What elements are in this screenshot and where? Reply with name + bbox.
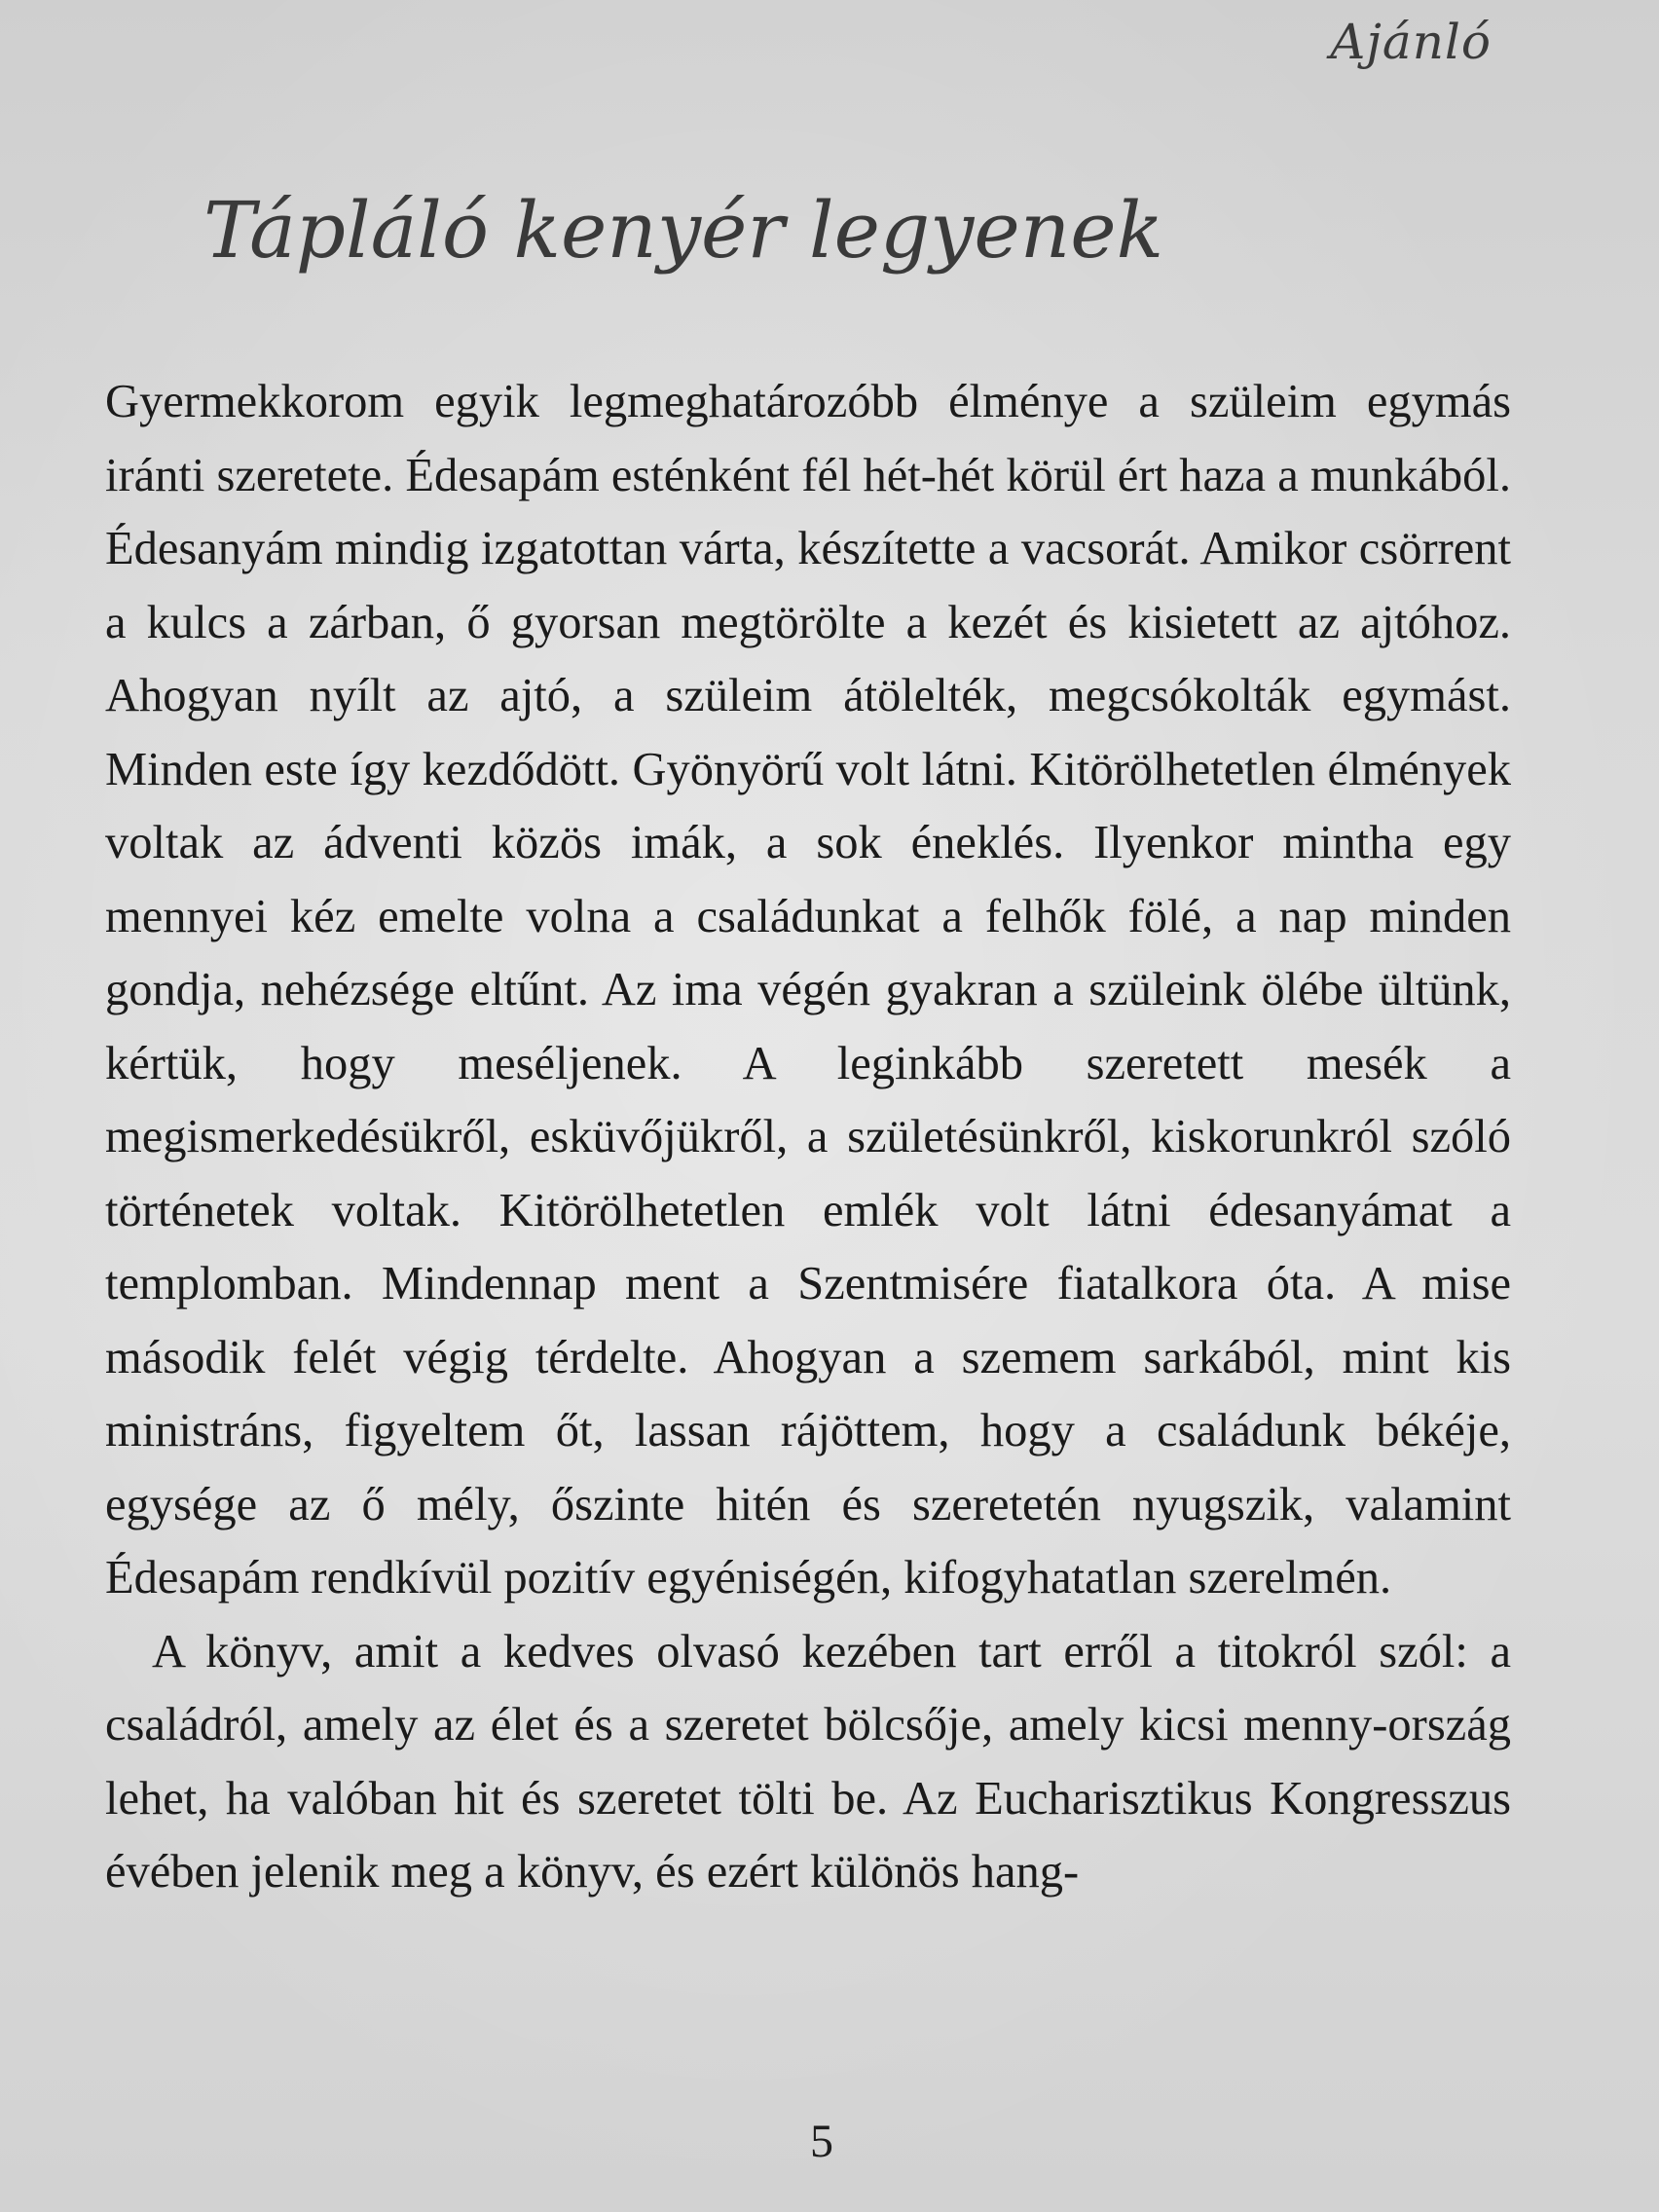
paragraph-1: Gyermekkorom egyik legmeghatározóbb élménye a szüleim egymás iránti szeretete. Édesapám esténként fél hét-hét körül ért haza a munkából. Édesanyám mindig izgatottan várta, készítette a vacsorát. Amikor csörrent a kulcs a zárban, ő gyorsan megtörölte a kezét és kisietett az ajtóhoz. Ahogyan nyílt az ajtó, a szüleim átölelték, megcsókolták egymást. Minden este így kezdődött. Gyönyörű volt látni. Kitörölhetetlen élmények voltak az ádventi közös imák, a sok éneklés. Ilyenkor mintha egy mennyei kéz emelte volna a családunkat a felhők fölé, a nap minden gondja, nehézsége eltűnt. Az ima végén gyakran a szüleink ölébe ültünk, kértük, hogy meséljenek. A leginkább szeretett mesék a megismerkedésükről, esküvőjükről, a születésünkről, kiskorunkról szóló történetek voltak. Kitörölhetetlen emlék volt látni édesanyámat a templomban. Mindennap ment a Szentmisére fiatalkora óta. A mise második felét végig térdelte. Ahogyan a szemem sarkából, mint kis ministráns, figyeltem őt, lassan rájöttem, hogy a családunk békéje, egysége az ő mély, őszinte hitén és szeretetén nyugszik, valamint Édesapám rendkívül pozitív egyéniségén, kifogyhatatlan szerelmén.: [105, 376, 1511, 1604]
paragraph-2: A könyv, amit a kedves olvasó kezében tart erről a titokról szól: a családról, amely az élet és a szeretet bölcsője, amely kicsi menny-ország lehet, ha valóban hit és szeretet tölti be. Az Eucharisztikus Kongresszus évében jelenik meg a könyv, és ezért különös hang-: [105, 1625, 1511, 1898]
chapter-title: Tápláló kenyér legyenek: [203, 185, 1164, 276]
page-number: 5: [810, 2116, 833, 2167]
body-text: [105, 365, 1511, 1909]
running-head: Ajánló: [1330, 14, 1492, 70]
